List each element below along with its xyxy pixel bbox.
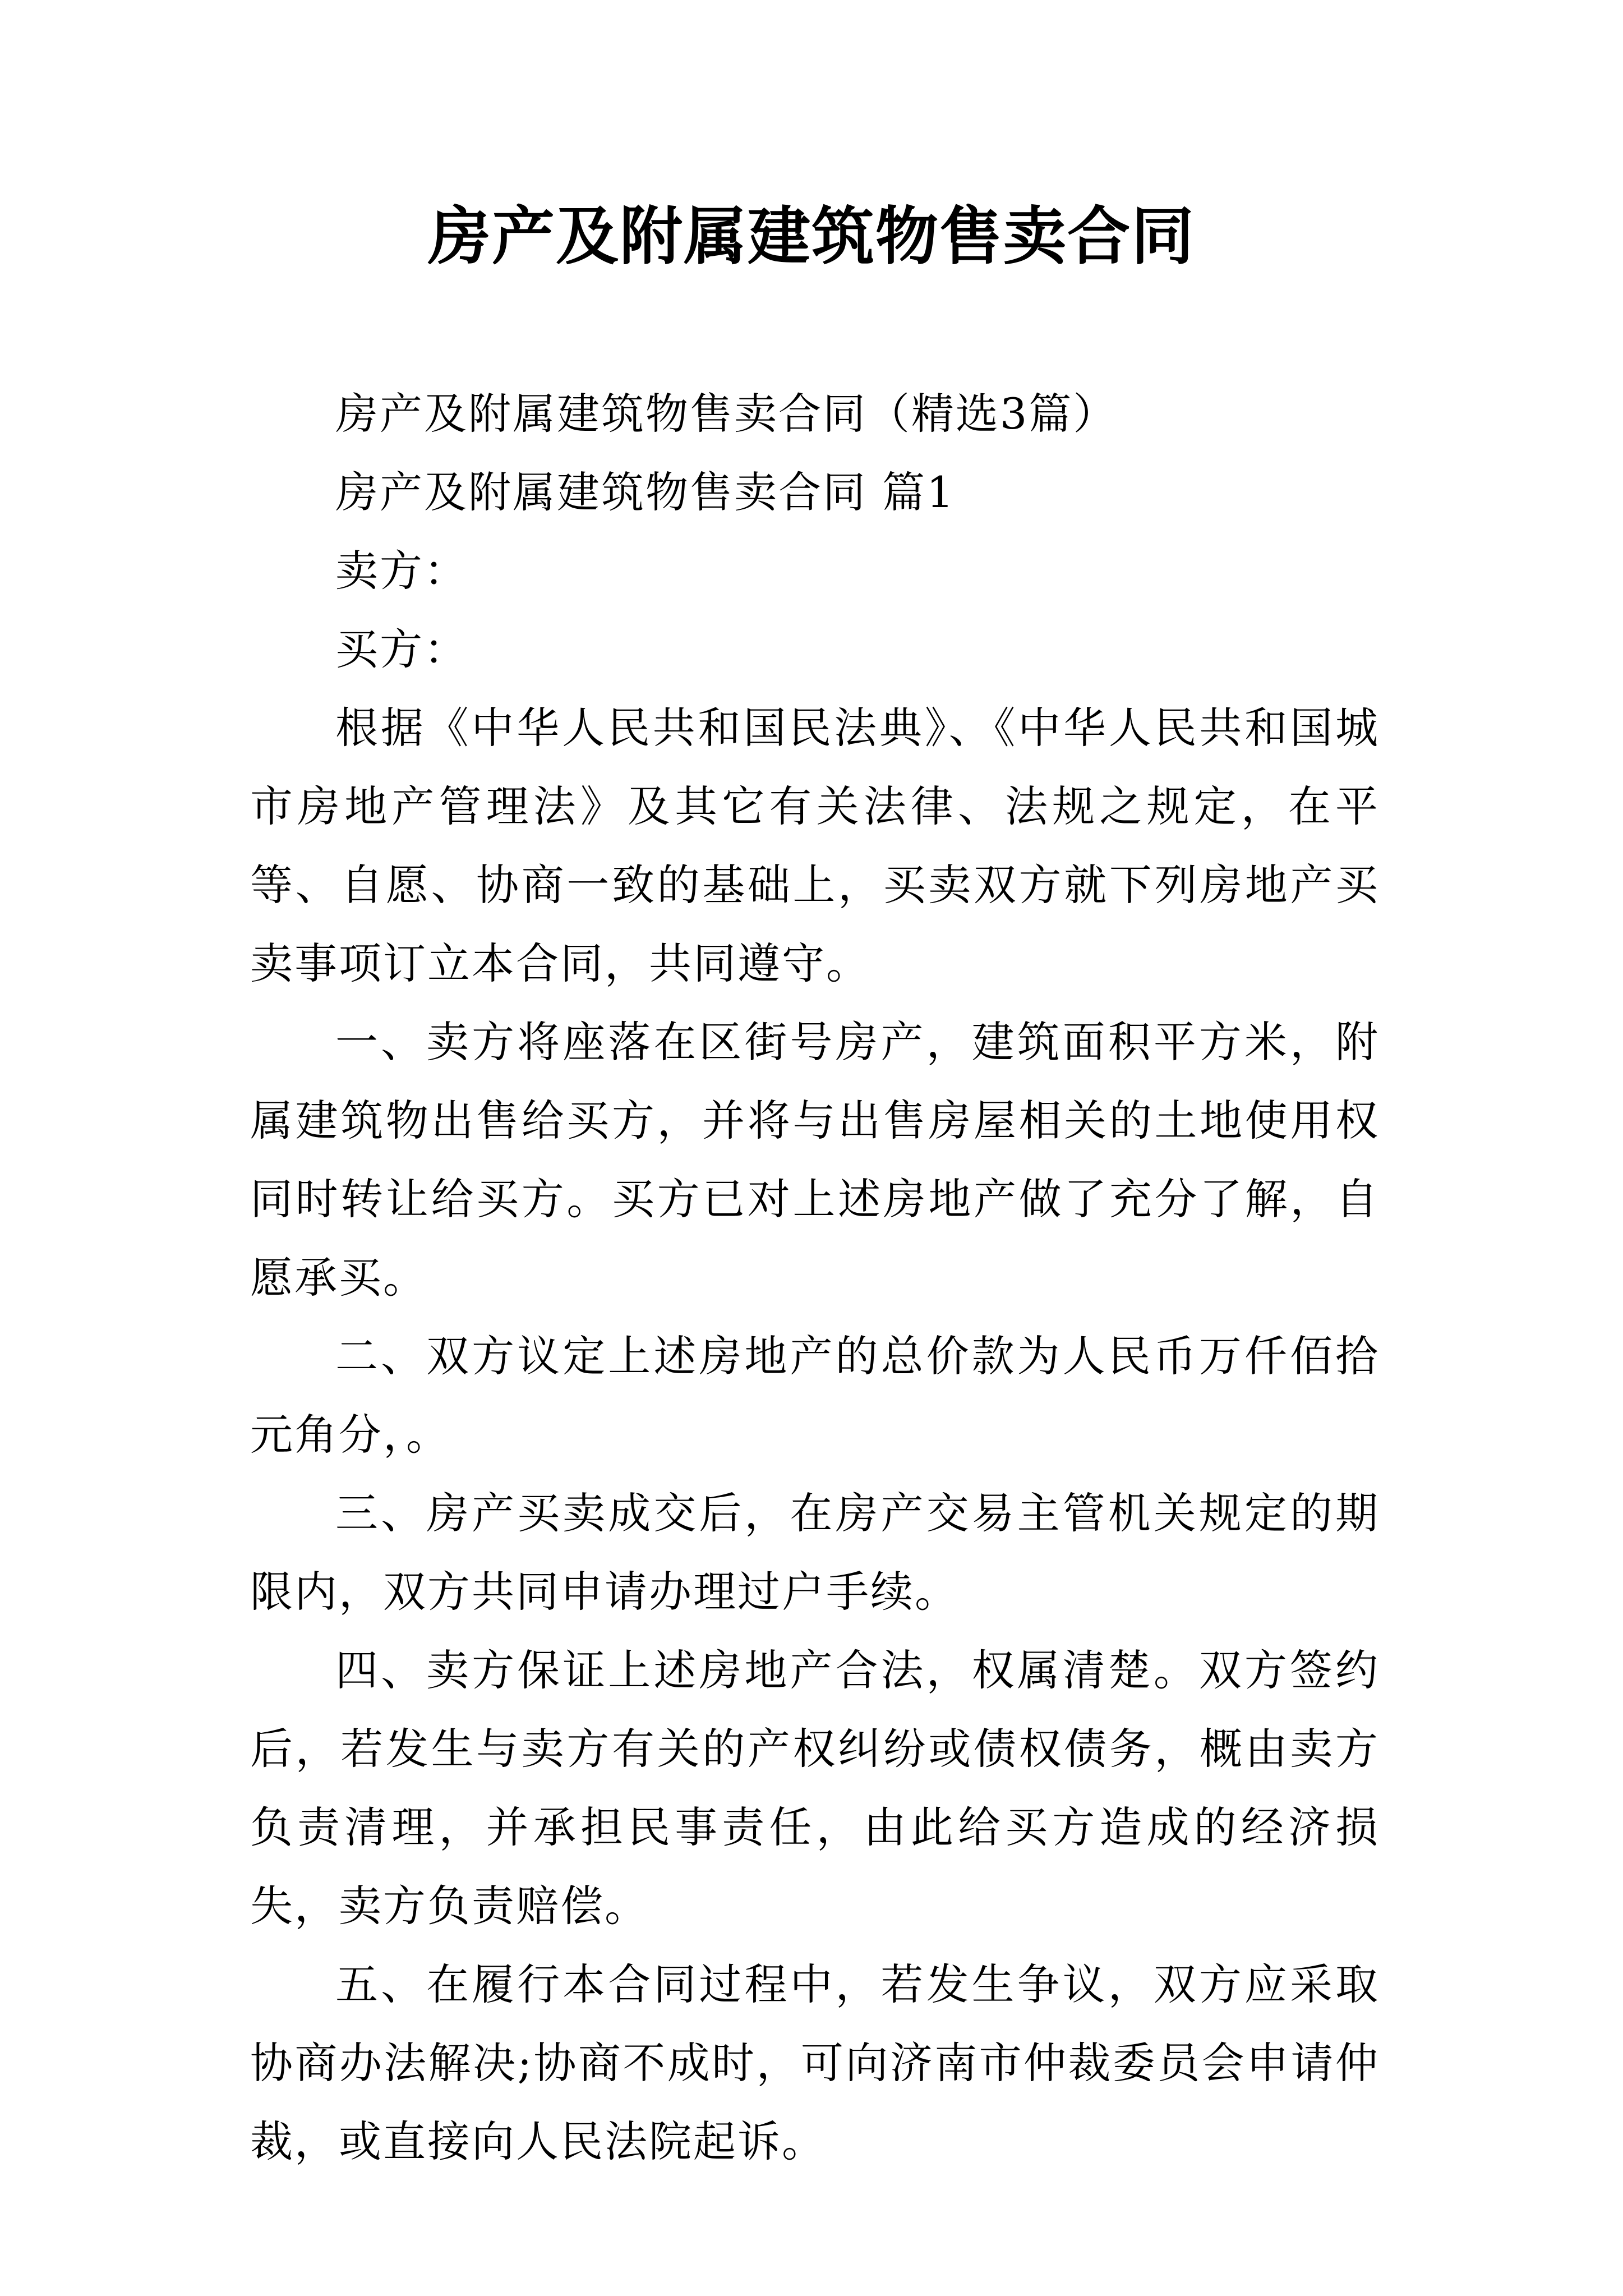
buyer-field: 买方： [335, 624, 468, 674]
section-heading: 房产及附属建筑物售卖合同 篇1 [335, 467, 956, 517]
clause-5: 五、在履行本合同过程中，若发生争议，双方应采取协商办法解决;协商不成时，可向济南市仲裁委员会申请仲裁，或直接向人民法院起诉。 [250, 1959, 1380, 2166]
seller-field: 卖方： [335, 546, 468, 596]
document-body [250, 375, 1380, 2181]
document-title: 房产及附属建筑物售卖合同 [428, 200, 1195, 273]
clause-2: 二、双方议定上述房地产的总价款为人民币万仟佰拾元角分，。 [250, 1331, 1380, 1460]
clause-4: 四、卖方保证上述房地产合法，权属清楚。双方签约后，若发生与卖方有关的产权纠纷或债权债务，概由卖方负责清理，并承担民事责任，由此给买方造成的经济损失，卖方负责赔偿。 [250, 1645, 1380, 1931]
preamble-paragraph: 根据《中华人民共和国民法典》、《中华人民共和国城市房地产管理法》及其它有关法律、法规之规定，在平等、自愿、协商一致的基础上，买卖双方就下列房地产买卖事项订立本合同，共同遵守。 [250, 703, 1380, 988]
clause-3: 三、房产买卖成交后，在房产交易主管机关规定的期限内，双方共同申请办理过户手续。 [250, 1488, 1380, 1617]
subtitle-paragraph: 房产及附属建筑物售卖合同（精选3篇） [335, 389, 1118, 439]
clause-1: 一、卖方将座落在区街号房产，建筑面积平方米，附属建筑物出售给买方，并将与出售房屋相关的土地使用权同时转让给买方。买方已对上述房地产做了充分了解，自愿承买。 [250, 1017, 1380, 1303]
